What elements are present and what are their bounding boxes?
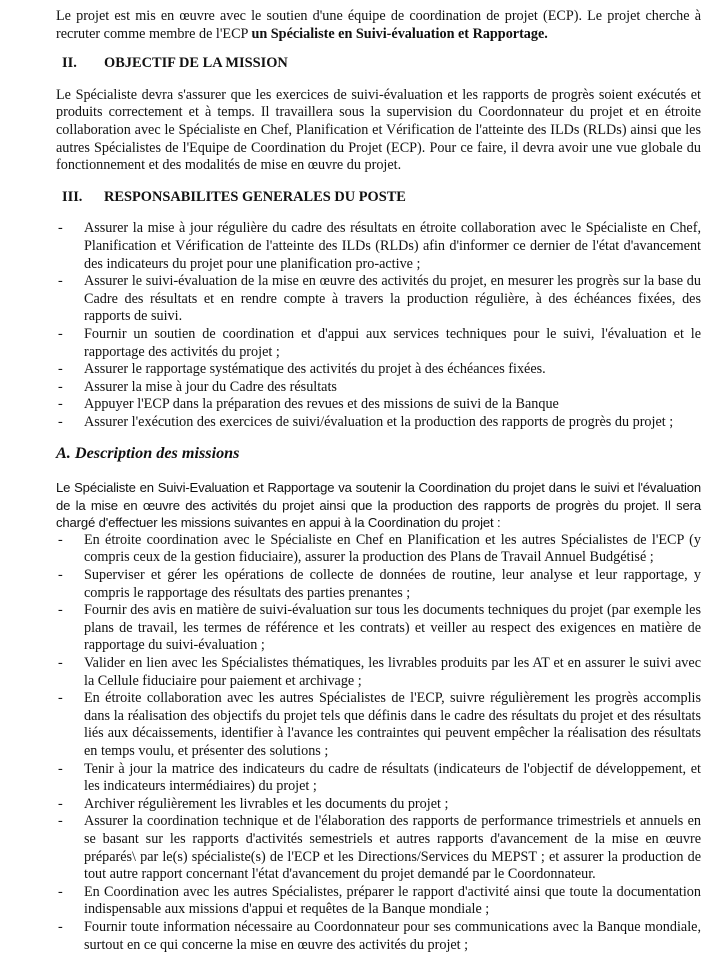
- list-item: - Assurer l'exécution des exercices de suivi/évaluation et la production des rapports de progrès du projet ;: [56, 414, 701, 432]
- section-2-heading: [56, 55, 701, 73]
- section-a-heading: A. Description des missions: [56, 444, 240, 463]
- list-item: - Fournir toute information nécessaire au Coordonnateur pour ses communications avec la Banque mondiale, surtout en ce qui concerne la mise en œuvre des activités du projet ;: [56, 919, 701, 954]
- section-a-intro: Le Spécialiste en Suivi-Evaluation et Rapportage va soutenir la Coordination du projet dans le suivi et l'évaluation de la mise en œuvre des activités du projet ainsi que la production des rapports de progrès du projet. Il sera chargé d'effectuer les missions suivantes en appui à la Coordination du projet :: [56, 480, 701, 531]
- list-item: - Assurer le suivi-évaluation de la mise en œuvre des activités du projet, en mesurer les progrès sur la base du Cadre des résultats et en rendre compte à travers la production régulière, à des échéances fixées, des rapports de suivi.: [56, 273, 701, 326]
- list-item: - Assurer la mise à jour régulière du cadre des résultats en étroite collaboration avec le Spécialiste en Chef, Planification et Vérification de l'atteinte des ILDs (RLDs) afin d'informer ce dernier de l'état d'avancement des indicateurs du projet pour une planification pro-active ;: [56, 220, 701, 273]
- list-item: - En étroite coordination avec le Spécialiste en Chef en Planification et les autres Spécialistes de l'ECP (y compris ceux de la gestion fiduciaire), assurer la production des Plans de Travail Annuel Budgétisé ;: [56, 532, 701, 567]
- list-item: - Archiver régulièrement les livrables et les documents du projet ;: [56, 796, 701, 814]
- list-item: - Tenir à jour la matrice des indicateurs du cadre de résultats (indicateurs de l'objectif de développement, et les indicateurs intermédiaires) du projet ;: [56, 761, 701, 796]
- list-item: - Assurer la coordination technique et de l'élaboration des rapports de performance trimestriels et annuels en se basant sur les rapports d'activités semestriels et autres rapports d'avancement de la mise en œuvre préparés\ par le(s) spécialiste(s) de l'ECP et les Directions/Services du MEPST ; et assurer la production de tout autre rapport concernant l'état d'avancement du projet demandé par le Coordonnateur.: [56, 813, 701, 883]
- section-2-paragraph: Le Spécialiste devra s'assurer que les exercices de suivi-évaluation et les rapports de progrès soient exécutés et produits correctement et à temps. Il travaillera sous la supervision du Coordonnateur du projet et en étroite collaboration avec le Spécialiste en Chef, Planification et Vérification de l'atteinte des ILDs (RLDs) ainsi que les autres Spécialistes de l'Equipe de Coordination du Projet (ECP). Pour ce faire, il devra avoir une vue globale du fonctionnement et des modalités de mise en œuvre du projet.: [56, 86, 701, 174]
- section-3-heading: [56, 189, 701, 207]
- list-item: - En étroite collaboration avec les autres Spécialistes de l'ECP, suivre régulièrement les progrès accomplis dans la réalisation des objectifs du projet tels que définis dans le cadre des résultats du projet et des résultats liés aux décaissements, identifier à l'avance les contraintes qui peuvent empêcher la réalisation des résultats en temps voulu, et présenter des solutions ;: [56, 690, 701, 760]
- list-item: - Fournir des avis en matière de suivi-évaluation sur tous les documents techniques du projet (par exemple les plans de travail, les termes de référence et les contrats) et veiller au respect des exigences en matière de rapportage du suivi-évaluation ;: [56, 602, 701, 655]
- list-item: - En Coordination avec les autres Spécialistes, préparer le rapport d'activité ainsi que toute la documentation indispensable aux missions d'appui et requêtes de la Banque mondiale ;: [56, 884, 701, 919]
- section-3-title: RESPONSABILITES GENERALES DU POSTE: [104, 188, 406, 205]
- list-item: - Superviser et gérer les opérations de collecte de données de routine, leur analyse et leur rapportage, y compris le rapportage des résultats des parties prenantes ;: [56, 567, 701, 602]
- list-item: - Fournir un soutien de coordination et d'appui aux services techniques pour le suivi, l'évaluation et le rapportage des activités du projet ;: [56, 326, 701, 361]
- missions-list: [56, 532, 701, 954]
- section-2-title: OBJECTIF DE LA MISSION: [104, 55, 288, 72]
- responsibilities-list: [56, 220, 701, 431]
- intro-paragraph: [56, 8, 701, 43]
- list-item: - Assurer la mise à jour du Cadre des résultats: [56, 379, 701, 397]
- intro-bold-text: un Spécialiste en Suivi-évaluation et Rapportage.: [251, 25, 548, 42]
- list-item: - Appuyer l'ECP dans la préparation des revues et des missions de suivi de la Banque: [56, 396, 701, 414]
- section-2-number: II.: [62, 55, 77, 72]
- list-item: - Valider en lien avec les Spécialistes thématiques, les livrables produits par les AT et en assurer le suivi avec la Cellule fiduciaire pour paiement et archivage ;: [56, 655, 701, 690]
- list-item: - Assurer le rapportage systématique des activités du projet à des échéances fixées.: [56, 361, 701, 379]
- intro-text: Le projet est mis en œuvre avec le soutien d'une équipe de coordination de projet (ECP). Le projet cherche à recruter comme membre de l'ECP: [56, 8, 701, 42]
- section-3-number: III.: [62, 188, 83, 205]
